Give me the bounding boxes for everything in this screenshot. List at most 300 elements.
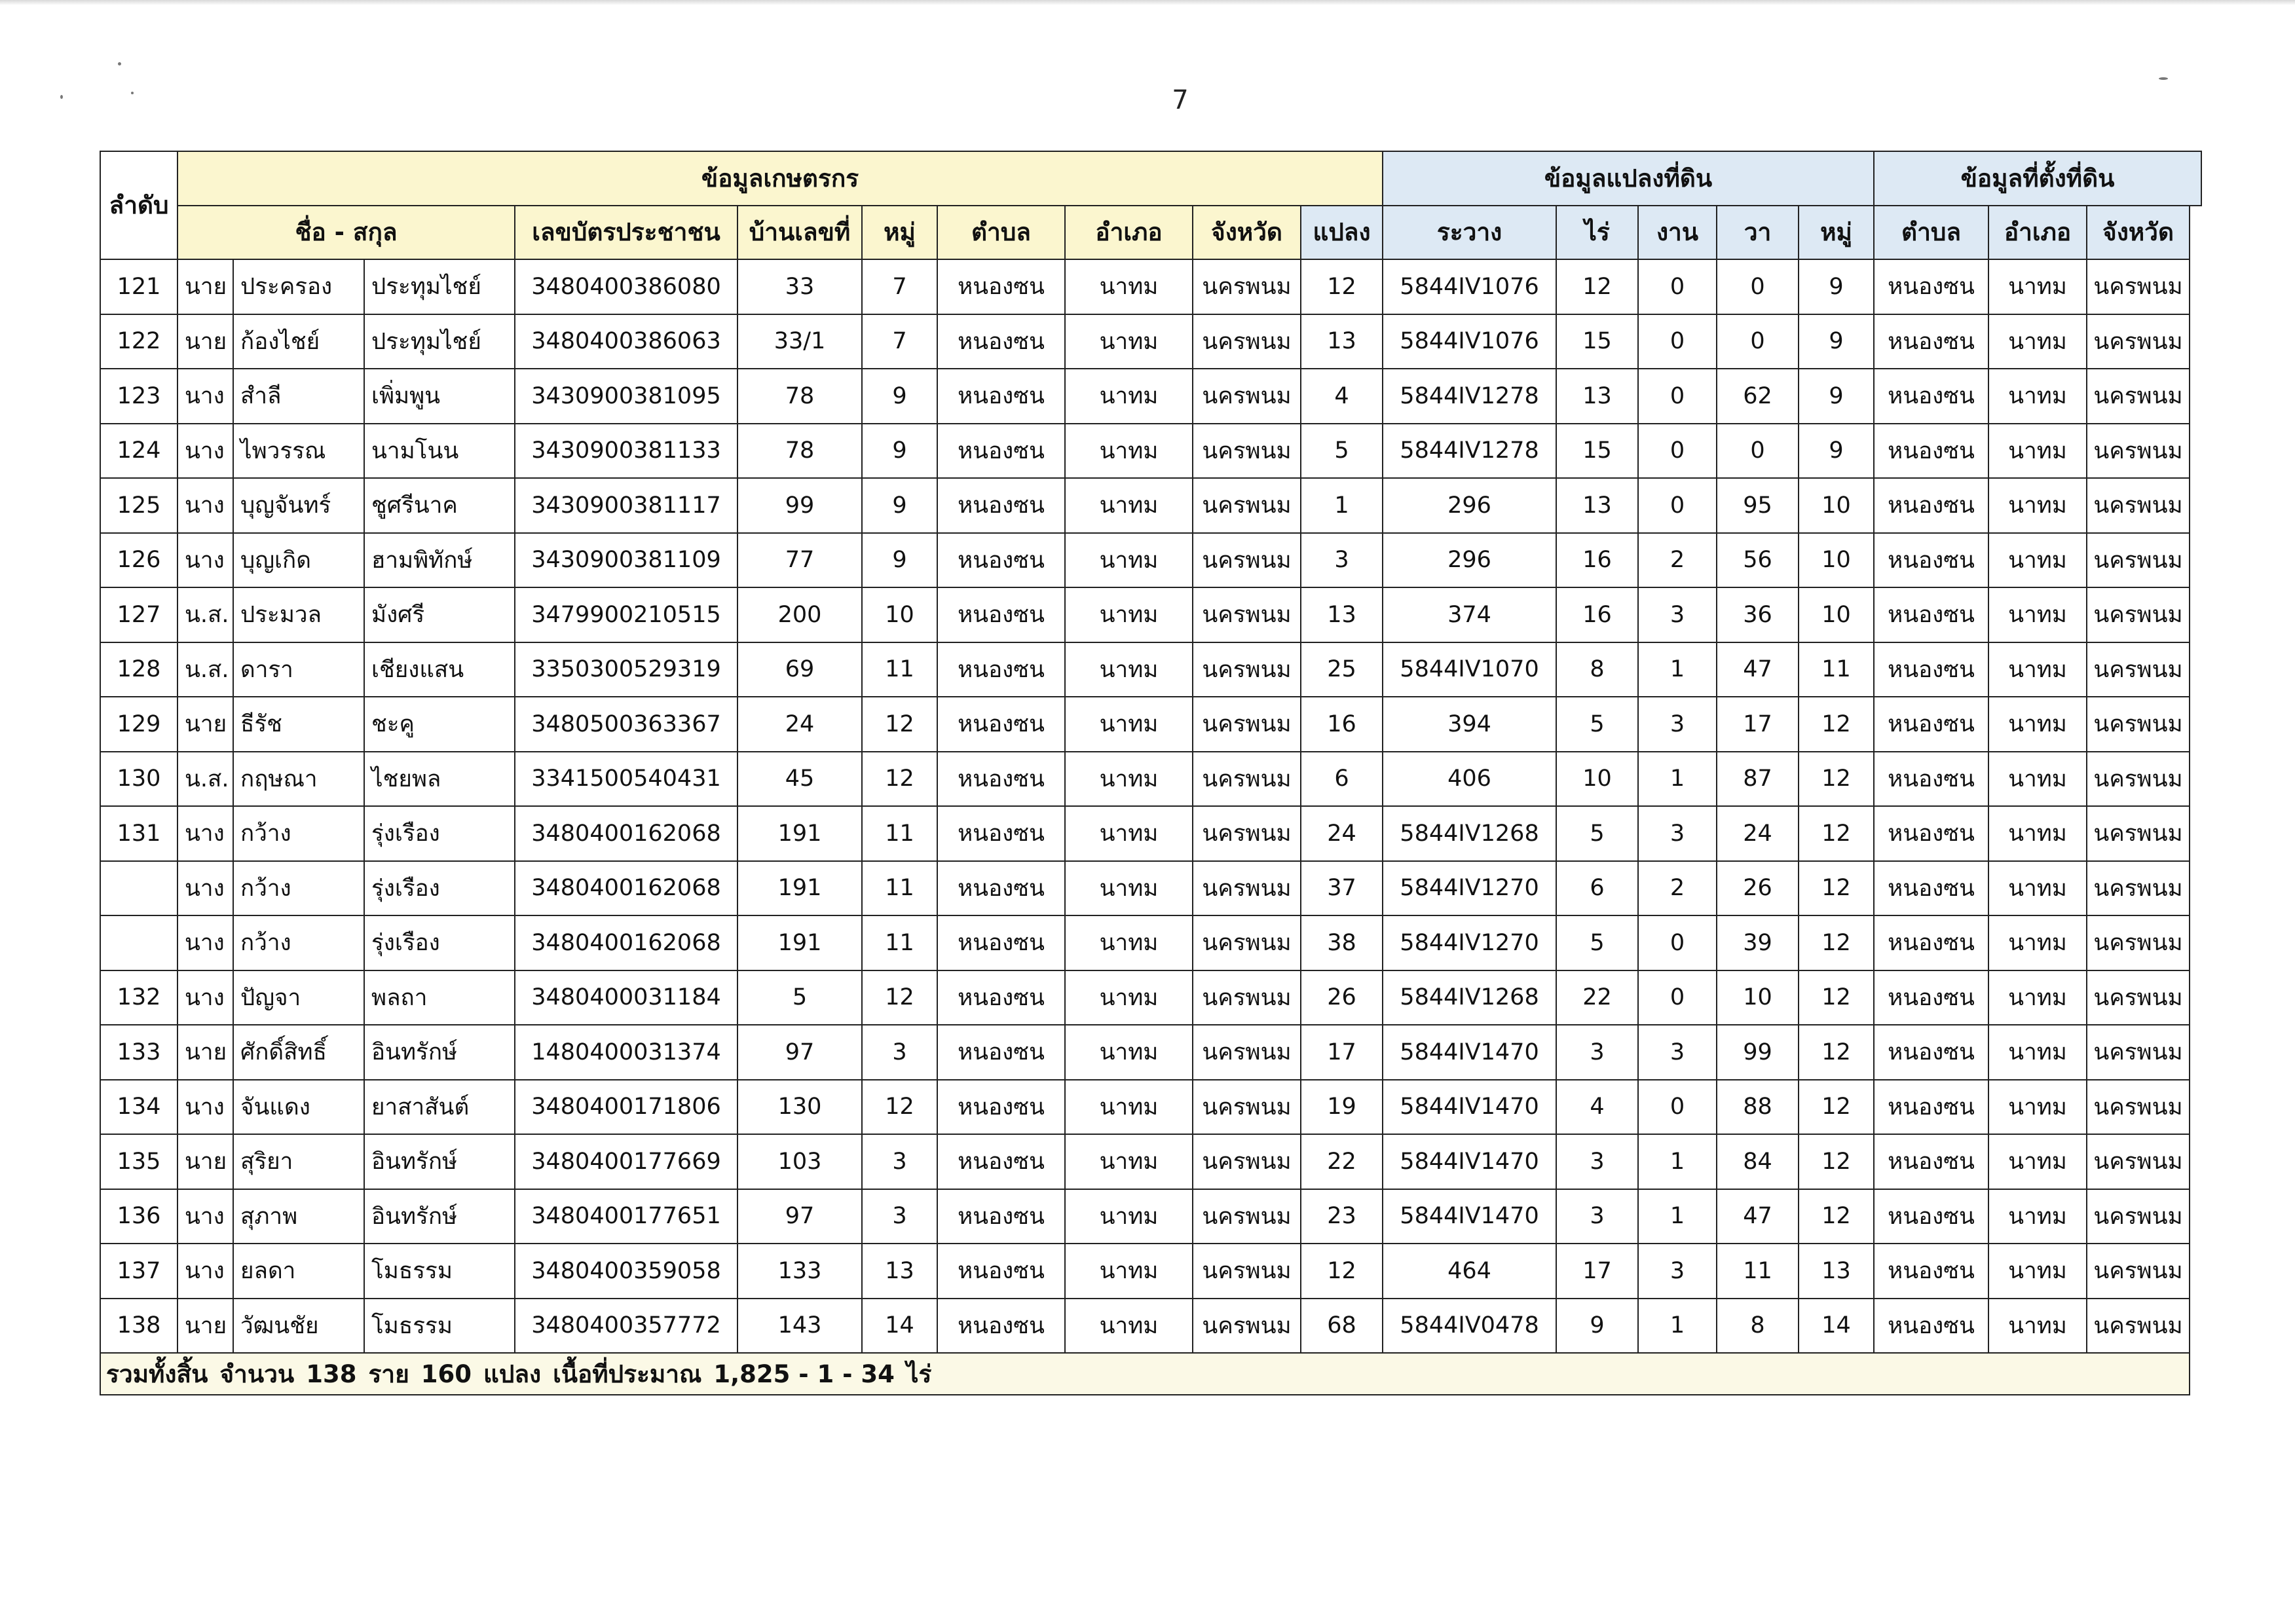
id-card-number-cell: 3341500540431 <box>515 752 737 807</box>
location-tambon-cell: หนองซน <box>1874 1244 1988 1299</box>
area-wa-cell: 47 <box>1717 642 1799 697</box>
area-rai-cell: 17 <box>1556 1244 1638 1299</box>
row-number-cell: 125 <box>100 478 177 533</box>
map-sheet-cell: 464 <box>1383 1244 1556 1299</box>
header-order: ลำดับ <box>100 151 177 259</box>
header-land-group: ข้อมูลแปลงที่ดิน <box>1383 151 1874 206</box>
area-ngan-cell: 0 <box>1638 424 1717 479</box>
last-name-cell: ไชยพล <box>364 752 515 807</box>
last-name-cell: เพิ่มพูน <box>364 369 515 424</box>
tambon-cell: หนองซน <box>937 259 1065 314</box>
map-sheet-cell: 296 <box>1383 533 1556 588</box>
location-amphoe-cell: นาทม <box>1988 533 2087 588</box>
amphoe-cell: นาทม <box>1065 1299 1193 1354</box>
id-card-number-cell: 3480400031184 <box>515 970 737 1025</box>
summary-row <box>100 1353 2201 1395</box>
area-rai-cell: 5 <box>1556 697 1638 752</box>
area-ngan-cell: 1 <box>1638 752 1717 807</box>
summary-cell <box>100 1353 2190 1395</box>
moo-cell: 7 <box>862 259 937 314</box>
moo-cell: 12 <box>862 1080 937 1135</box>
row-number-cell: 123 <box>100 369 177 424</box>
area-wa-cell: 87 <box>1717 752 1799 807</box>
scan-edge <box>0 0 2295 5</box>
name-title-cell: นาย <box>177 1134 233 1189</box>
location-province-cell: นครพนม <box>2087 369 2190 424</box>
table-row <box>100 806 2201 861</box>
province-cell: นครพนม <box>1193 1299 1301 1354</box>
area-ngan-cell: 3 <box>1638 1244 1717 1299</box>
location-moo-cell: 13 <box>1799 1244 1874 1299</box>
last-name-cell: ชูศรีนาค <box>364 478 515 533</box>
area-rai-cell: 13 <box>1556 369 1638 424</box>
location-moo-cell: 14 <box>1799 1299 1874 1354</box>
house-number-cell: 191 <box>737 806 862 861</box>
area-rai-cell: 22 <box>1556 970 1638 1025</box>
first-name-cell: ประครอง <box>233 259 364 314</box>
location-moo-cell: 12 <box>1799 915 1874 970</box>
id-card-number-cell: 3480400177669 <box>515 1134 737 1189</box>
house-number-cell: 133 <box>737 1244 862 1299</box>
location-province-cell: นครพนม <box>2087 587 2190 642</box>
name-title-cell: นาง <box>177 1080 233 1135</box>
amphoe-cell: นาทม <box>1065 1189 1193 1244</box>
tambon-cell: หนองซน <box>937 424 1065 479</box>
location-province-cell: นครพนม <box>2087 697 2190 752</box>
province-cell: นครพนม <box>1193 314 1301 369</box>
area-ngan-cell: 3 <box>1638 1025 1717 1080</box>
area-rai-cell: 15 <box>1556 424 1638 479</box>
id-card-number-cell: 3430900381117 <box>515 478 737 533</box>
header-province: จังหวัด <box>1193 206 1301 260</box>
plot-number-cell: 13 <box>1301 587 1383 642</box>
location-moo-cell: 12 <box>1799 697 1874 752</box>
header-location-moo: หมู่ <box>1799 206 1874 260</box>
row-number-cell: 137 <box>100 1244 177 1299</box>
location-amphoe-cell: นาทม <box>1988 1134 2087 1189</box>
moo-cell: 12 <box>862 970 937 1025</box>
area-wa-cell: 0 <box>1717 424 1799 479</box>
scan-speck <box>131 92 134 94</box>
header-ngan: งาน <box>1638 206 1717 260</box>
first-name-cell: ก้องไชย์ <box>233 314 364 369</box>
amphoe-cell: นาทม <box>1065 915 1193 970</box>
moo-cell: 9 <box>862 369 937 424</box>
area-ngan-cell: 0 <box>1638 314 1717 369</box>
location-amphoe-cell: นาทม <box>1988 1080 2087 1135</box>
province-cell: นครพนม <box>1193 1080 1301 1135</box>
tambon-cell: หนองซน <box>937 915 1065 970</box>
page-number: 7 <box>1172 85 1189 115</box>
last-name-cell: ประทุมไชย์ <box>364 259 515 314</box>
name-title-cell: น.ส. <box>177 752 233 807</box>
area-ngan-cell: 1 <box>1638 642 1717 697</box>
area-wa-cell: 95 <box>1717 478 1799 533</box>
location-tambon-cell: หนองซน <box>1874 369 1988 424</box>
tambon-cell: หนองซน <box>937 587 1065 642</box>
location-moo-cell: 12 <box>1799 861 1874 916</box>
first-name-cell: ธีรัช <box>233 697 364 752</box>
table-row <box>100 587 2201 642</box>
amphoe-cell: นาทม <box>1065 642 1193 697</box>
table-row <box>100 1299 2201 1354</box>
summary-area-label: เนื้อที่ประมาณ <box>553 1359 702 1388</box>
province-cell: นครพนม <box>1193 970 1301 1025</box>
province-cell: นครพนม <box>1193 806 1301 861</box>
header-house-no: บ้านเลขที่ <box>737 206 862 260</box>
name-title-cell: นาง <box>177 861 233 916</box>
table-row <box>100 1244 2201 1299</box>
plot-number-cell: 19 <box>1301 1080 1383 1135</box>
map-sheet-cell: 394 <box>1383 697 1556 752</box>
tambon-cell: หนองซน <box>937 1080 1065 1135</box>
area-wa-cell: 0 <box>1717 259 1799 314</box>
province-cell: นครพนม <box>1193 697 1301 752</box>
tambon-cell: หนองซน <box>937 1134 1065 1189</box>
moo-cell: 9 <box>862 424 937 479</box>
name-title-cell: นาย <box>177 314 233 369</box>
location-moo-cell: 12 <box>1799 1080 1874 1135</box>
area-rai-cell: 16 <box>1556 587 1638 642</box>
province-cell: นครพนม <box>1193 478 1301 533</box>
house-number-cell: 24 <box>737 697 862 752</box>
id-card-number-cell: 3430900381109 <box>515 533 737 588</box>
house-number-cell: 33 <box>737 259 862 314</box>
row-number-cell: 135 <box>100 1134 177 1189</box>
tambon-cell: หนองซน <box>937 314 1065 369</box>
plot-number-cell: 13 <box>1301 314 1383 369</box>
first-name-cell: สุภาพ <box>233 1189 364 1244</box>
tambon-cell: หนองซน <box>937 970 1065 1025</box>
location-tambon-cell: หนองซน <box>1874 1025 1988 1080</box>
row-number-cell: 121 <box>100 259 177 314</box>
table-row <box>100 1025 2201 1080</box>
area-rai-cell: 3 <box>1556 1025 1638 1080</box>
location-moo-cell: 9 <box>1799 314 1874 369</box>
header-location-tambon: ตำบล <box>1874 206 1988 260</box>
province-cell: นครพนม <box>1193 642 1301 697</box>
first-name-cell: ศักดิ์สิทธิ์ <box>233 1025 364 1080</box>
location-moo-cell: 12 <box>1799 1134 1874 1189</box>
province-cell: นครพนม <box>1193 1189 1301 1244</box>
last-name-cell: อินทรักษ์ <box>364 1189 515 1244</box>
header-farmer-group: ข้อมูลเกษตรกร <box>177 151 1383 206</box>
summary-plots-label: แปลง <box>483 1359 542 1388</box>
area-rai-cell: 12 <box>1556 259 1638 314</box>
amphoe-cell: นาทม <box>1065 1244 1193 1299</box>
row-number-cell: 129 <box>100 697 177 752</box>
table-row <box>100 697 2201 752</box>
area-ngan-cell: 0 <box>1638 915 1717 970</box>
table-row <box>100 752 2201 807</box>
last-name-cell: ประทุมไชย์ <box>364 314 515 369</box>
area-rai-cell: 13 <box>1556 478 1638 533</box>
amphoe-cell: นาทม <box>1065 369 1193 424</box>
location-amphoe-cell: นาทม <box>1988 697 2087 752</box>
row-number-cell: 127 <box>100 587 177 642</box>
row-number-cell <box>100 861 177 916</box>
id-card-number-cell: 3430900381133 <box>515 424 737 479</box>
location-province-cell: นครพนม <box>2087 424 2190 479</box>
location-amphoe-cell: นาทม <box>1988 806 2087 861</box>
location-tambon-cell: หนองซน <box>1874 1299 1988 1354</box>
table-row <box>100 861 2201 916</box>
name-title-cell: นาย <box>177 697 233 752</box>
area-ngan-cell: 1 <box>1638 1299 1717 1354</box>
table-row <box>100 478 2201 533</box>
amphoe-cell: นาทม <box>1065 970 1193 1025</box>
location-province-cell: นครพนม <box>2087 478 2190 533</box>
location-amphoe-cell: นาทม <box>1988 369 2087 424</box>
province-cell: นครพนม <box>1193 259 1301 314</box>
location-amphoe-cell: นาทม <box>1988 1244 2087 1299</box>
province-cell: นครพนม <box>1193 1134 1301 1189</box>
house-number-cell: 191 <box>737 915 862 970</box>
last-name-cell: ชะคู <box>364 697 515 752</box>
area-rai-cell: 9 <box>1556 1299 1638 1354</box>
house-number-cell: 77 <box>737 533 862 588</box>
province-cell: นครพนม <box>1193 533 1301 588</box>
location-tambon-cell: หนองซน <box>1874 752 1988 807</box>
location-tambon-cell: หนองซน <box>1874 424 1988 479</box>
area-rai-cell: 5 <box>1556 915 1638 970</box>
location-tambon-cell: หนองซน <box>1874 1134 1988 1189</box>
location-province-cell: นครพนม <box>2087 970 2190 1025</box>
plot-number-cell: 12 <box>1301 1244 1383 1299</box>
location-moo-cell: 9 <box>1799 424 1874 479</box>
location-province-cell: นครพนม <box>2087 1189 2190 1244</box>
province-cell: นครพนม <box>1193 424 1301 479</box>
tambon-cell: หนองซน <box>937 752 1065 807</box>
tambon-cell: หนองซน <box>937 642 1065 697</box>
area-wa-cell: 11 <box>1717 1244 1799 1299</box>
last-name-cell: รุ่งเรือง <box>364 806 515 861</box>
moo-cell: 9 <box>862 478 937 533</box>
name-title-cell: นาย <box>177 1025 233 1080</box>
location-moo-cell: 12 <box>1799 970 1874 1025</box>
header-name: ชื่อ - สกุล <box>177 206 515 260</box>
house-number-cell: 5 <box>737 970 862 1025</box>
summary-count-label: จำนวน <box>219 1359 295 1388</box>
house-number-cell: 103 <box>737 1134 862 1189</box>
first-name-cell: สุริยา <box>233 1134 364 1189</box>
farmer-land-table <box>100 151 2202 1395</box>
location-tambon-cell: หนองซน <box>1874 1080 1988 1135</box>
location-province-cell: นครพนม <box>2087 314 2190 369</box>
moo-cell: 11 <box>862 806 937 861</box>
province-cell: นครพนม <box>1193 1025 1301 1080</box>
first-name-cell: บุญเกิด <box>233 533 364 588</box>
name-title-cell: นาง <box>177 1189 233 1244</box>
amphoe-cell: นาทม <box>1065 861 1193 916</box>
table-row <box>100 314 2201 369</box>
amphoe-cell: นาทม <box>1065 1134 1193 1189</box>
id-card-number-cell: 1480400031374 <box>515 1025 737 1080</box>
map-sheet-cell: 5844IV1278 <box>1383 424 1556 479</box>
name-title-cell: นาย <box>177 1299 233 1354</box>
id-card-number-cell: 3480400162068 <box>515 861 737 916</box>
area-rai-cell: 8 <box>1556 642 1638 697</box>
moo-cell: 12 <box>862 752 937 807</box>
name-title-cell: นาง <box>177 478 233 533</box>
tambon-cell: หนองซน <box>937 1244 1065 1299</box>
location-amphoe-cell: นาทม <box>1988 259 2087 314</box>
location-tambon-cell: หนองซน <box>1874 259 1988 314</box>
plot-number-cell: 22 <box>1301 1134 1383 1189</box>
scan-speck <box>118 62 121 65</box>
area-wa-cell: 39 <box>1717 915 1799 970</box>
scan-speck <box>60 95 63 99</box>
house-number-cell: 78 <box>737 369 862 424</box>
row-number-cell: 131 <box>100 806 177 861</box>
table-row <box>100 915 2201 970</box>
map-sheet-cell: 5844IV1270 <box>1383 915 1556 970</box>
area-wa-cell: 17 <box>1717 697 1799 752</box>
plot-number-cell: 37 <box>1301 861 1383 916</box>
house-number-cell: 45 <box>737 752 862 807</box>
area-rai-cell: 10 <box>1556 752 1638 807</box>
area-rai-cell: 16 <box>1556 533 1638 588</box>
last-name-cell: นามโนน <box>364 424 515 479</box>
row-number-cell: 138 <box>100 1299 177 1354</box>
id-card-number-cell: 3480400359058 <box>515 1244 737 1299</box>
area-ngan-cell: 2 <box>1638 861 1717 916</box>
name-title-cell: น.ส. <box>177 642 233 697</box>
location-province-cell: นครพนม <box>2087 1134 2190 1189</box>
location-province-cell: นครพนม <box>2087 533 2190 588</box>
location-amphoe-cell: นาทม <box>1988 861 2087 916</box>
summary-plots: 160 <box>420 1359 472 1388</box>
table-row <box>100 259 2201 314</box>
amphoe-cell: นาทม <box>1065 1080 1193 1135</box>
name-title-cell: นาง <box>177 915 233 970</box>
first-name-cell: กว้าง <box>233 806 364 861</box>
id-card-number-cell: 3480400386080 <box>515 259 737 314</box>
area-wa-cell: 26 <box>1717 861 1799 916</box>
area-wa-cell: 47 <box>1717 1189 1799 1244</box>
first-name-cell: กฤษณา <box>233 752 364 807</box>
location-moo-cell: 9 <box>1799 369 1874 424</box>
table-row <box>100 970 2201 1025</box>
map-sheet-cell: 5844IV1470 <box>1383 1189 1556 1244</box>
last-name-cell: ยาสาสันต์ <box>364 1080 515 1135</box>
location-province-cell: นครพนม <box>2087 806 2190 861</box>
area-wa-cell: 88 <box>1717 1080 1799 1135</box>
location-amphoe-cell: นาทม <box>1988 1189 2087 1244</box>
map-sheet-cell: 5844IV1278 <box>1383 369 1556 424</box>
province-cell: นครพนม <box>1193 587 1301 642</box>
location-amphoe-cell: นาทม <box>1988 1299 2087 1354</box>
first-name-cell: วัฒนชัย <box>233 1299 364 1354</box>
plot-number-cell: 12 <box>1301 259 1383 314</box>
location-amphoe-cell: นาทม <box>1988 424 2087 479</box>
row-number-cell: 130 <box>100 752 177 807</box>
amphoe-cell: นาทม <box>1065 1025 1193 1080</box>
table-row <box>100 1134 2201 1189</box>
location-province-cell: นครพนม <box>2087 642 2190 697</box>
location-province-cell: นครพนม <box>2087 1299 2190 1354</box>
area-wa-cell: 84 <box>1717 1134 1799 1189</box>
location-amphoe-cell: นาทม <box>1988 915 2087 970</box>
province-cell: นครพนม <box>1193 369 1301 424</box>
location-tambon-cell: หนองซน <box>1874 642 1988 697</box>
name-title-cell: นาง <box>177 533 233 588</box>
table-row <box>100 1189 2201 1244</box>
amphoe-cell: นาทม <box>1065 259 1193 314</box>
amphoe-cell: นาทม <box>1065 478 1193 533</box>
header-moo: หมู่ <box>862 206 937 260</box>
first-name-cell: สำลี <box>233 369 364 424</box>
tambon-cell: หนองซน <box>937 369 1065 424</box>
plot-number-cell: 17 <box>1301 1025 1383 1080</box>
last-name-cell: อินทรักษ์ <box>364 1025 515 1080</box>
table-row <box>100 424 2201 479</box>
last-name-cell: รุ่งเรือง <box>364 861 515 916</box>
first-name-cell: บุญจันทร์ <box>233 478 364 533</box>
amphoe-cell: นาทม <box>1065 587 1193 642</box>
header-amphoe: อำเภอ <box>1065 206 1193 260</box>
plot-number-cell: 38 <box>1301 915 1383 970</box>
area-wa-cell: 99 <box>1717 1025 1799 1080</box>
location-moo-cell: 11 <box>1799 642 1874 697</box>
location-tambon-cell: หนองซน <box>1874 697 1988 752</box>
id-card-number-cell: 3480500363367 <box>515 697 737 752</box>
location-amphoe-cell: นาทม <box>1988 752 2087 807</box>
map-sheet-cell: 5844IV1076 <box>1383 314 1556 369</box>
row-number-cell: 122 <box>100 314 177 369</box>
last-name-cell: รุ่งเรือง <box>364 915 515 970</box>
first-name-cell: จันแดง <box>233 1080 364 1135</box>
last-name-cell: มังศรี <box>364 587 515 642</box>
header-plot: แปลง <box>1301 206 1383 260</box>
row-number-cell: 132 <box>100 970 177 1025</box>
province-cell: นครพนม <box>1193 915 1301 970</box>
last-name-cell: โมธรรม <box>364 1244 515 1299</box>
area-wa-cell: 62 <box>1717 369 1799 424</box>
first-name-cell: ยลดา <box>233 1244 364 1299</box>
area-wa-cell: 8 <box>1717 1299 1799 1354</box>
province-cell: นครพนม <box>1193 1244 1301 1299</box>
tambon-cell: หนองซน <box>937 1025 1065 1080</box>
amphoe-cell: นาทม <box>1065 533 1193 588</box>
header-location-province: จังหวัด <box>2087 206 2190 260</box>
amphoe-cell: นาทม <box>1065 806 1193 861</box>
plot-number-cell: 5 <box>1301 424 1383 479</box>
plot-number-cell: 6 <box>1301 752 1383 807</box>
area-ngan-cell: 1 <box>1638 1189 1717 1244</box>
row-number-cell: 134 <box>100 1080 177 1135</box>
table-row <box>100 642 2201 697</box>
area-wa-cell: 24 <box>1717 806 1799 861</box>
area-rai-cell: 15 <box>1556 314 1638 369</box>
location-tambon-cell: หนองซน <box>1874 587 1988 642</box>
summary-label: รวมทั้งสิ้น <box>106 1359 208 1388</box>
name-title-cell: นาง <box>177 424 233 479</box>
location-province-cell: นครพนม <box>2087 915 2190 970</box>
location-moo-cell: 12 <box>1799 752 1874 807</box>
area-rai-cell: 6 <box>1556 861 1638 916</box>
id-card-number-cell: 3480400386063 <box>515 314 737 369</box>
map-sheet-cell: 374 <box>1383 587 1556 642</box>
moo-cell: 9 <box>862 533 937 588</box>
area-ngan-cell: 0 <box>1638 478 1717 533</box>
moo-cell: 12 <box>862 697 937 752</box>
map-sheet-cell: 5844IV1470 <box>1383 1134 1556 1189</box>
map-sheet-cell: 5844IV1470 <box>1383 1080 1556 1135</box>
map-sheet-cell: 5844IV1070 <box>1383 642 1556 697</box>
last-name-cell: โมธรรม <box>364 1299 515 1354</box>
house-number-cell: 69 <box>737 642 862 697</box>
